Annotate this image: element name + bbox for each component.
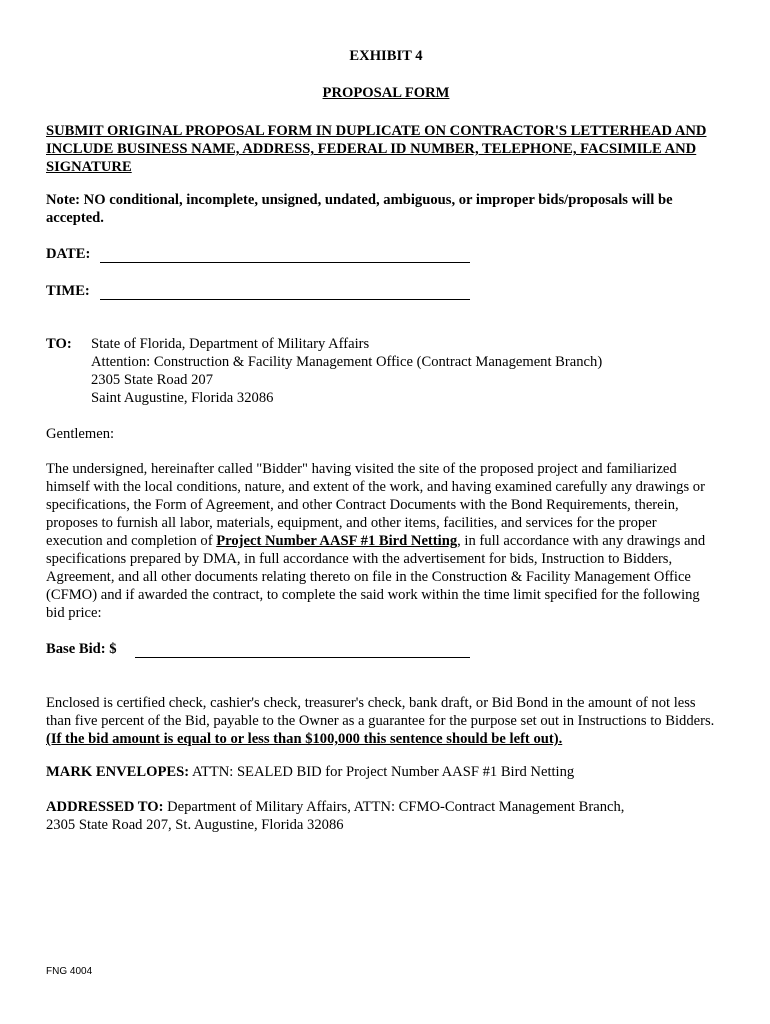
note-line: accepted. [46, 210, 104, 226]
paragraph-line: bid price: [46, 605, 102, 621]
date-input-line[interactable] [100, 248, 470, 263]
paragraph-line [46, 532, 746, 550]
submit-line: SUBMIT ORIGINAL PROPOSAL FORM IN DUPLICATE ON CONTRACTOR'S LETTERHEAD AND [46, 123, 707, 139]
paragraph-line: Enclosed is certified check, cashier's check, treasurer's check, bank draft, or Bid Bond in the amount of not less [46, 695, 696, 711]
submit-line: SIGNATURE [46, 159, 132, 175]
form-code: FNG 4004 [46, 966, 93, 977]
date-label: DATE: [46, 246, 91, 262]
addressed-line [46, 798, 746, 816]
mark-envelopes-label: MARK ENVELOPES: [46, 764, 190, 780]
address-line: Saint Augustine, Florida 32086 [91, 390, 274, 406]
addressed-to [46, 798, 746, 834]
time-input-line[interactable] [100, 285, 470, 300]
recipient-block [46, 335, 736, 407]
mark-envelopes [46, 763, 746, 781]
time-label: TIME: [46, 283, 90, 299]
note [46, 191, 736, 227]
paragraph-line: than five percent of the Bid, payable to the Owner as a guarantee for the purpose set out in Instructions to Bidders. [46, 713, 715, 729]
paragraph-line: (CFMO) and if awarded the contract, to complete the said work within the time limit specified for the following [46, 587, 700, 603]
bid-amount-note: (If the bid amount is equal to or less than $100,000 this sentence should be left out). [46, 731, 563, 747]
project-number: Project Number AASF #1 Bird Netting [216, 533, 458, 549]
submit-line: INCLUDE BUSINESS NAME, ADDRESS, FEDERAL ID NUMBER, TELEPHONE, FACSIMILE AND [46, 141, 697, 157]
paragraph-text: , in full accordance with any drawings and [457, 533, 706, 549]
time-row [46, 282, 470, 300]
paragraph-line: proposes to furnish all labor, materials, equipment, and other items, facilities, and services for the proper [46, 515, 657, 531]
enclosed-paragraph [46, 694, 746, 748]
base-bid-label: Base Bid: $ [46, 641, 117, 657]
note-line: Note: NO conditional, incomplete, unsigned, undated, ambiguous, or improper bids/proposals will be [46, 192, 673, 208]
address-line: 2305 State Road 207 [91, 372, 214, 388]
address-line: Attention: Construction & Facility Management Office (Contract Management Branch) [91, 354, 603, 370]
bidder-paragraph [46, 460, 746, 622]
addressed-to-label: ADDRESSED TO: [46, 799, 164, 815]
form-title: PROPOSAL FORM [322, 85, 450, 101]
paragraph-text: execution and completion of [46, 533, 217, 549]
to-label: TO: [46, 336, 72, 352]
addressed-line: 2305 State Road 207, St. Augustine, Florida 32086 [46, 817, 344, 833]
exhibit-heading: EXHIBIT 4 [349, 48, 423, 64]
mark-envelopes-text: ATTN: SEALED BID for Project Number AASF #1 Bird Netting [189, 764, 575, 780]
base-bid-input-line[interactable] [135, 643, 470, 658]
paragraph-line: specifications, the Form of Agreement, and other Contract Documents with the Bond Requirements, therein, [46, 497, 679, 513]
paragraph-line: himself with the local conditions, nature, and extent of the work, and having examined carefully any drawings or [46, 479, 705, 495]
addressed-to-text: Department of Military Affairs, ATTN: CFMO-Contract Management Branch, [163, 799, 625, 815]
salutation: Gentlemen: [46, 426, 115, 442]
base-bid-row [46, 640, 470, 658]
recipient-address [91, 335, 602, 407]
paragraph-line: Agreement, and all other documents relating thereto on file in the Construction & Facility Management Office [46, 569, 691, 585]
date-row [46, 245, 470, 263]
submit-instructions [46, 122, 736, 176]
paragraph-line: specifications prepared by DMA, in full accordance with the advertisement for bids, Instruction to Bidders, [46, 551, 673, 567]
paragraph-line: The undersigned, hereinafter called "Bidder" having visited the site of the proposed project and familiarized [46, 461, 677, 477]
address-line: State of Florida, Department of Military Affairs [91, 336, 370, 352]
